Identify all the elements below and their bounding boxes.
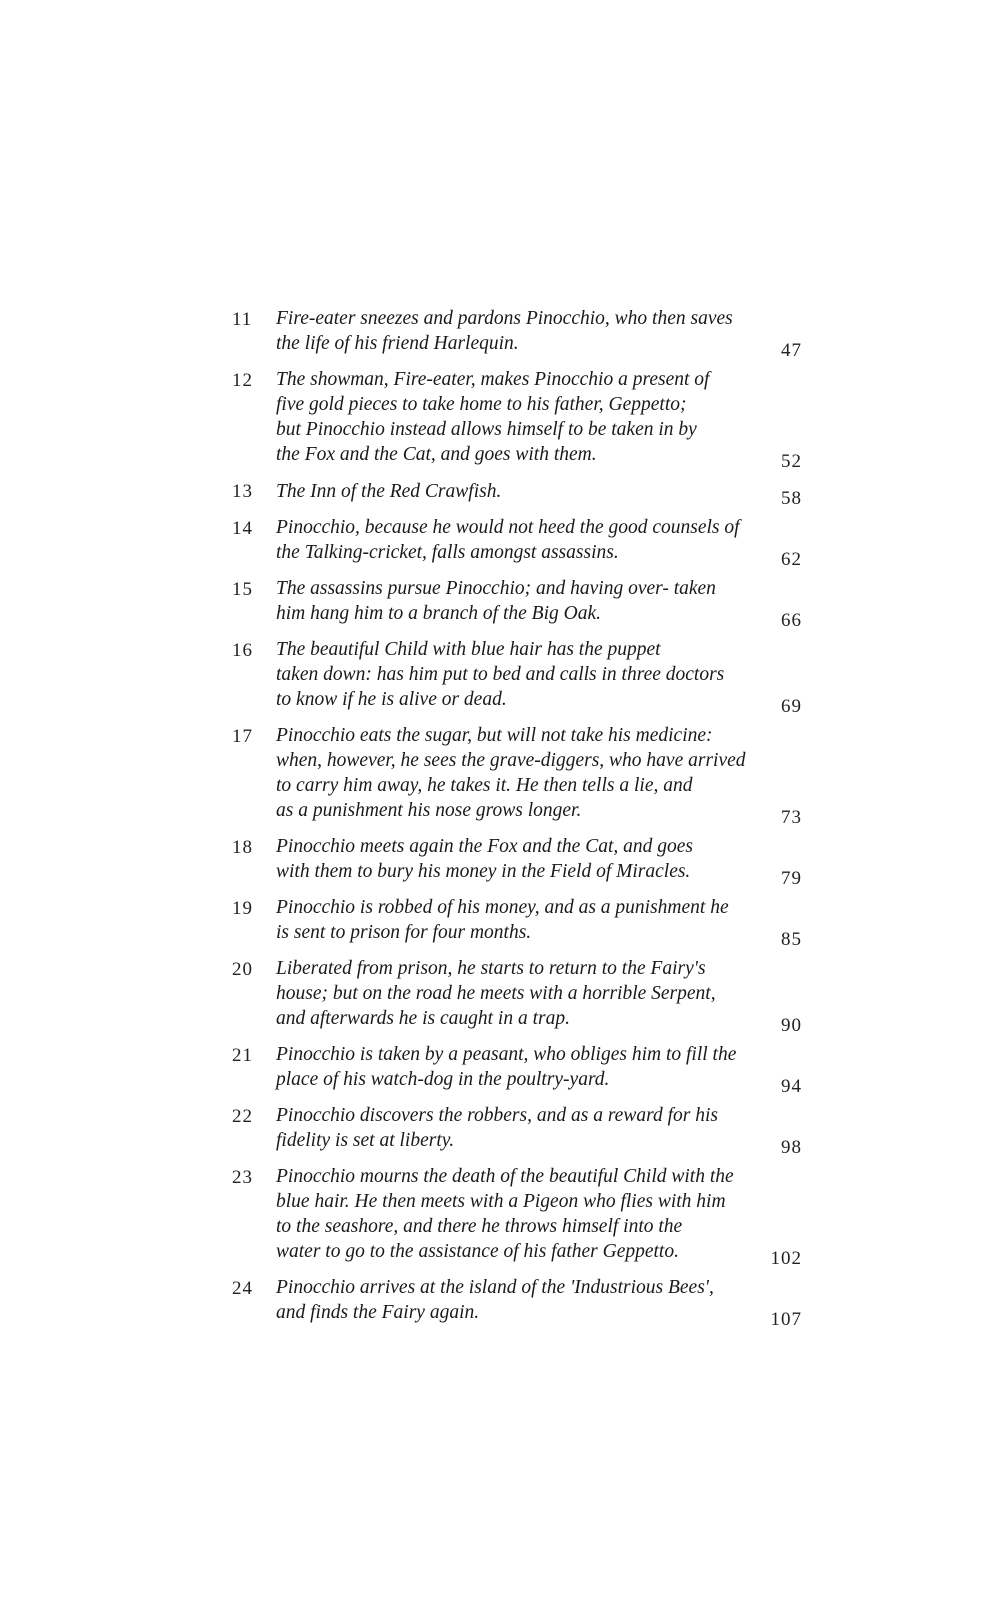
chapter-number: 15 <box>232 579 253 600</box>
page-number: 98 <box>781 1137 802 1158</box>
chapter-number: 16 <box>232 640 253 661</box>
toc-entry <box>232 576 802 631</box>
chapter-number: 20 <box>232 959 253 980</box>
chapter-title-line: The beautiful Child with blue hair has the puppet <box>276 639 661 660</box>
chapter-number: 13 <box>232 481 253 502</box>
chapter-title-line: The assassins pursue Pinocchio; and having over- taken <box>276 578 716 599</box>
chapter-title-line: blue hair. He then meets with a Pigeon who flies with him <box>276 1191 726 1212</box>
chapter-title <box>276 306 746 356</box>
table-of-contents <box>232 306 802 1336</box>
chapter-title-line: house; but on the road he meets with a horrible Serpent, <box>276 983 716 1004</box>
chapter-number: 21 <box>232 1045 253 1066</box>
toc-entry <box>232 1042 802 1097</box>
chapter-title <box>276 1042 746 1092</box>
chapter-title-line: Pinocchio is robbed of his money, and as a punishment he <box>276 897 729 918</box>
page-number: 90 <box>781 1015 802 1036</box>
toc-entry <box>232 306 802 361</box>
chapter-title <box>276 515 746 565</box>
toc-entry <box>232 1103 802 1158</box>
chapter-title-line: is sent to prison for four months. <box>276 922 532 943</box>
page-number: 66 <box>781 610 802 631</box>
toc-entry <box>232 478 802 509</box>
chapter-title <box>276 956 746 1031</box>
chapter-title <box>276 637 746 712</box>
chapter-title-line: The Inn of the Red Crawfish. <box>276 481 502 502</box>
chapter-title-line: and finds the Fairy again. <box>276 1302 480 1323</box>
chapter-title <box>276 723 746 823</box>
page-number: 102 <box>770 1248 802 1269</box>
chapter-title-line: Pinocchio meets again the Fox and the Cat, and goes <box>276 836 694 857</box>
page-number: 73 <box>781 807 802 828</box>
chapter-number: 23 <box>232 1167 253 1188</box>
toc-entry <box>232 895 802 950</box>
chapter-title-line: the Talking-cricket, falls amongst assassins. <box>276 542 619 563</box>
page-number: 62 <box>781 549 802 570</box>
chapter-title-line: the Fox and the Cat, and goes with them. <box>276 444 597 465</box>
chapter-title-line: to carry him away, he takes it. He then tells a lie, and <box>276 775 693 796</box>
toc-entry <box>232 834 802 889</box>
chapter-title-line: the life of his friend Harlequin. <box>276 333 519 354</box>
chapter-title-line: him hang him to a branch of the Big Oak. <box>276 603 601 624</box>
chapter-title-line: Pinocchio, because he would not heed the good counsels of <box>276 517 740 538</box>
chapter-number: 17 <box>232 726 253 747</box>
toc-entry <box>232 723 802 828</box>
chapter-title-line: when, however, he sees the grave-diggers, who have arrived <box>276 750 746 771</box>
chapter-title <box>276 834 746 884</box>
chapter-title-line: with them to bury his money in the Field of Miracles. <box>276 861 691 882</box>
chapter-title-line: and afterwards he is caught in a trap. <box>276 1008 570 1029</box>
chapter-title <box>276 367 746 467</box>
chapter-number: 14 <box>232 518 253 539</box>
toc-entry <box>232 515 802 570</box>
chapter-title-line: but Pinocchio instead allows himself to be taken in by <box>276 419 697 440</box>
chapter-title-line: fidelity is set at liberty. <box>276 1130 455 1151</box>
chapter-title <box>276 1103 746 1153</box>
chapter-title <box>276 1164 746 1264</box>
chapter-title-line: Liberated from prison, he starts to return to the Fairy's <box>276 958 706 979</box>
chapter-number: 18 <box>232 837 253 858</box>
toc-entry <box>232 367 802 472</box>
page-number: 47 <box>781 340 802 361</box>
chapter-title-line: to know if he is alive or dead. <box>276 689 507 710</box>
page-number: 85 <box>781 929 802 950</box>
chapter-title <box>276 576 746 626</box>
chapter-number: 24 <box>232 1278 253 1299</box>
chapter-title-line: water to go to the assistance of his father Geppetto. <box>276 1241 679 1262</box>
chapter-title-line: to the seashore, and there he throws himself into the <box>276 1216 683 1237</box>
toc-entry <box>232 956 802 1036</box>
chapter-number: 19 <box>232 898 253 919</box>
chapter-title-line: Pinocchio is taken by a peasant, who obliges him to fill the <box>276 1044 737 1065</box>
chapter-title <box>276 479 746 504</box>
chapter-title-line: Fire-eater sneezes and pardons Pinocchio, who then saves <box>276 308 733 329</box>
page-number: 79 <box>781 868 802 889</box>
page-number: 58 <box>781 488 802 509</box>
toc-entry <box>232 1275 802 1330</box>
chapter-title-line: place of his watch-dog in the poultry-yard. <box>276 1069 610 1090</box>
chapter-number: 12 <box>232 370 253 391</box>
toc-entry <box>232 637 802 717</box>
chapter-title-line: Pinocchio eats the sugar, but will not take his medicine: <box>276 725 713 746</box>
chapter-title-line: taken down: has him put to bed and calls in three doctors <box>276 664 725 685</box>
page-number: 107 <box>770 1309 802 1330</box>
chapter-title-line: The showman, Fire-eater, makes Pinocchio a present of <box>276 369 710 390</box>
toc-entry <box>232 1164 802 1269</box>
chapter-number: 11 <box>232 309 253 330</box>
chapter-title-line: Pinocchio discovers the robbers, and as a reward for his <box>276 1105 718 1126</box>
page-number: 94 <box>781 1076 802 1097</box>
chapter-title <box>276 895 746 945</box>
chapter-title-line: as a punishment his nose grows longer. <box>276 800 582 821</box>
chapter-title-line: Pinocchio mourns the death of the beautiful Child with the <box>276 1166 734 1187</box>
chapter-title-line: five gold pieces to take home to his father, Geppetto; <box>276 394 687 415</box>
chapter-title <box>276 1275 746 1325</box>
page-number: 69 <box>781 696 802 717</box>
chapter-title-line: Pinocchio arrives at the island of the 'Industrious Bees', <box>276 1277 714 1298</box>
page-number: 52 <box>781 451 802 472</box>
chapter-number: 22 <box>232 1106 253 1127</box>
